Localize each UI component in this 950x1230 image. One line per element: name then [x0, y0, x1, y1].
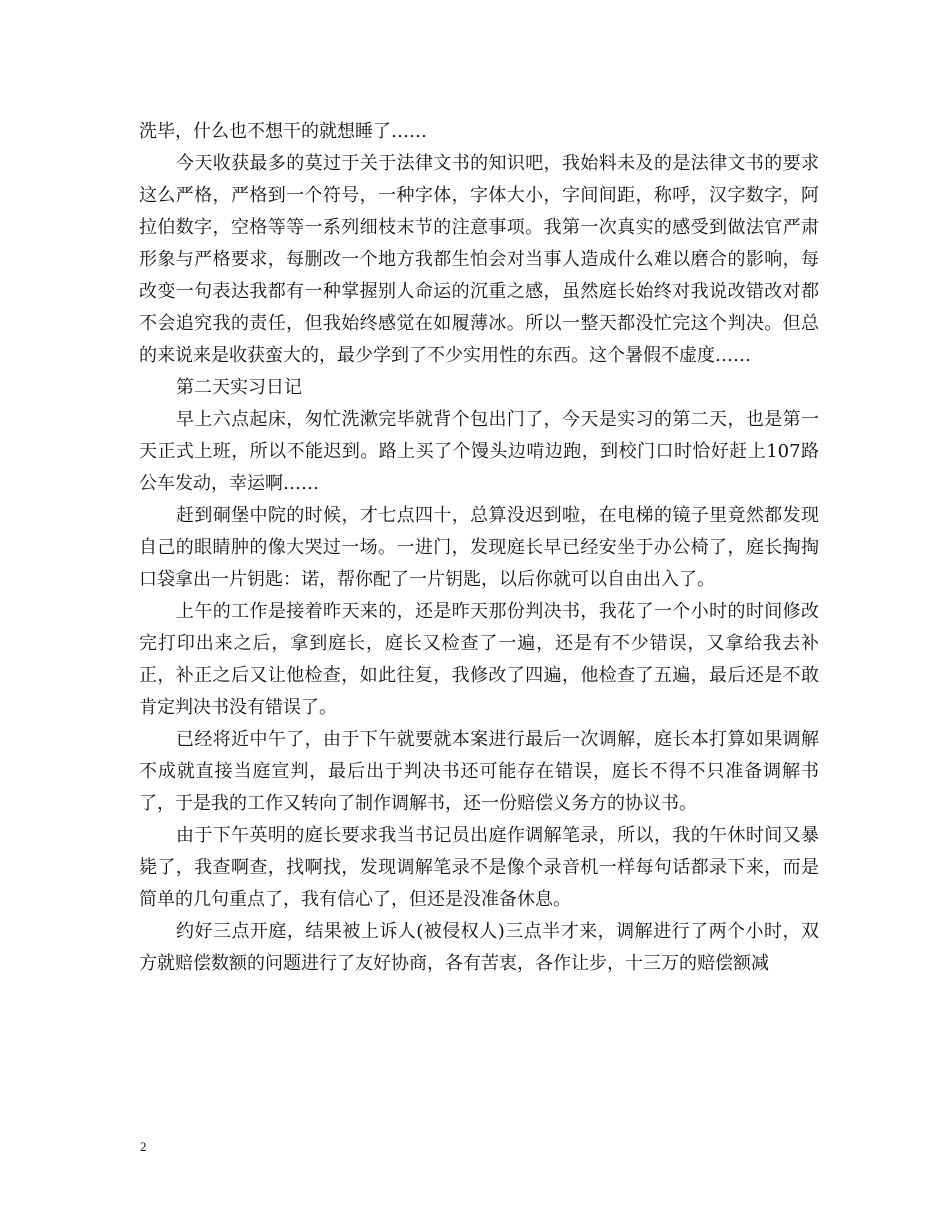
- paragraph-5: 上午的工作是接着昨天来的，还是昨天那份判决书，我花了一个小时的时间修改完打印出来之后，拿到庭长，庭长又检查了一遍，还是有不少错误，又拿给我去补正，补正之后又让他检查，如此往复，我修改了四遍，他检查了五遍，最后还是不敢肯定判决书没有错误了。: [139, 601, 819, 718]
- paragraph-4: 赶到硐堡中院的时候，才七点四十，总算没迟到啦，在电梯的镜子里竟然都发现自己的眼睛肿的像大哭过一场。一进门，发现庭长早已经安坐于办公椅了，庭长掏掏口袋拿出一片钥匙：诺，帮你配了一片钥匙，以后你就可以自由出入了。: [139, 505, 819, 590]
- paragraph-1: 洗毕，什么也不想干的就想睡了……: [139, 121, 427, 142]
- paragraph-2: 今天收获最多的莫过于关于法律文书的知识吧，我始料未及的是法律文书的要求这么严格，严格到一个符号，一种字体，字体大小，字间间距，称呼，汉字数字，阿拉伯数字，空格等等一系列细枝末节的注意事项。我第一次真实的感受到做法官严肃形象与严格要求，每删改一个地方我都生怕会对当事人造成什么难以磨合的影响，每改变一句表达我都有一种掌握别人命运的沉重之感，虽然庭长始终对我说改错改对都不会追究我的责任，但我始终感觉在如履薄冰。所以一整天都没忙完这个判决。但总的来说来是收获蛮大的，最少学到了不少实用性的东西。这个暑假不虚度……: [139, 153, 819, 366]
- document-body: [139, 116, 819, 980]
- paragraph-6: 已经将近中午了，由于下午就要就本案进行最后一次调解，庭长本打算如果调解不成就直接当庭宣判，最后出于判决书还可能存在错误，庭长不得不只准备调解书了，于是我的工作又转向了制作调解书，还一份赔偿义务方的协议书。: [139, 729, 819, 814]
- paragraph-3: 早上六点起床，匆忙洗漱完毕就背个包出门了，今天是实习的第二天，也是第一天正式上班，所以不能迟到。路上买了个馒头边啃边跑，到校门口时恰好赶上107路公车发动，幸运啊……: [139, 409, 819, 494]
- section-heading: 第二天实习日记: [176, 377, 302, 398]
- page-number: 2: [140, 1139, 147, 1154]
- paragraph-8: 约好三点开庭，结果被上诉人(被侵权人)三点半才来，调解进行了两个小时，双方就赔偿数额的问题进行了友好协商，各有苦衷，各作让步，十三万的赔偿额减: [139, 921, 819, 974]
- paragraph-7: 由于下午英明的庭长要求我当书记员出庭作调解笔录，所以，我的午休时间又暴毙了，我查啊查，找啊找，发现调解笔录不是像个录音机一样每句话都录下来，而是简单的几句重点了，我有信心了，但还是没准备休息。: [139, 825, 819, 910]
